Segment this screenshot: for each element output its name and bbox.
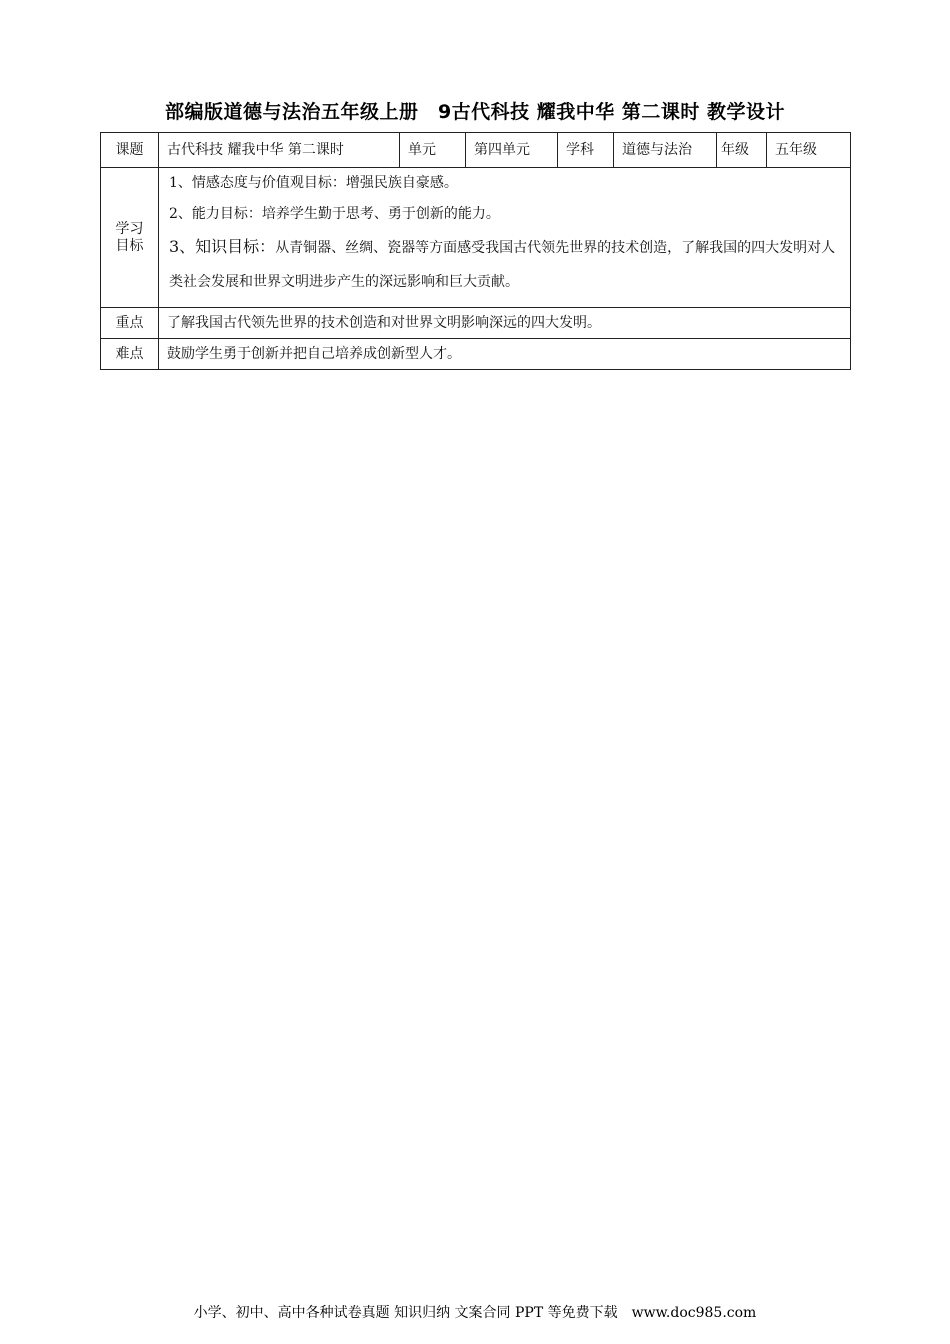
key-point-label: 重点 <box>101 308 159 339</box>
subject-value: 道德与法治 <box>614 133 717 168</box>
goal-item-1: 1、情感态度与价值观目标：增强民族自豪感。 <box>169 175 458 191</box>
topic-value: 古代科技 耀我中华 第二课时 <box>159 133 400 168</box>
goals-label <box>101 168 159 308</box>
difficulty-label: 难点 <box>101 339 159 370</box>
key-point-row <box>101 308 851 339</box>
goal-item-3-prefix: 3、知识目标： <box>169 237 276 256</box>
goals-label-line1: 学习 <box>115 220 144 237</box>
unit-label: 单元 <box>400 133 466 168</box>
key-point-text: 了解我国古代领先世界的技术创造和对世界文明影响深远的四大发明。 <box>159 308 851 339</box>
goal-item-3-text: 从青铜器、丝绸、瓷器等方面感受我国古代领先世界的技术创造，了解我国的四大发明对人类社会发展和世界文明进步产生的深远影响和巨大贡献。 <box>169 240 836 290</box>
goals-content <box>159 168 851 308</box>
difficulty-text: 鼓励学生勇于创新并把自己培养成创新型人才。 <box>159 339 851 370</box>
grade-value: 五年级 <box>767 133 851 168</box>
topic-label: 课题 <box>101 133 159 168</box>
lesson-plan-table <box>100 132 851 370</box>
grade-label: 年级 <box>717 133 767 168</box>
subject-label: 学科 <box>558 133 614 168</box>
goal-item-2: 2、能力目标：培养学生勤于思考、勇于创新的能力。 <box>169 206 500 222</box>
footer-text: 小学、初中、高中各种试卷真题 知识归纳 文案合同 PPT 等免费下载 www.doc985.com <box>193 1305 757 1321</box>
unit-value: 第四单元 <box>466 133 558 168</box>
goals-label-line2: 目标 <box>115 237 144 254</box>
goals-row <box>101 168 851 308</box>
document-title: 部编版道德与法治五年级上册 9古代科技 耀我中华 第二课时 教学设计 <box>164 101 786 123</box>
difficulty-row <box>101 339 851 370</box>
header-row <box>101 133 851 168</box>
goal-item-3 <box>169 230 840 299</box>
